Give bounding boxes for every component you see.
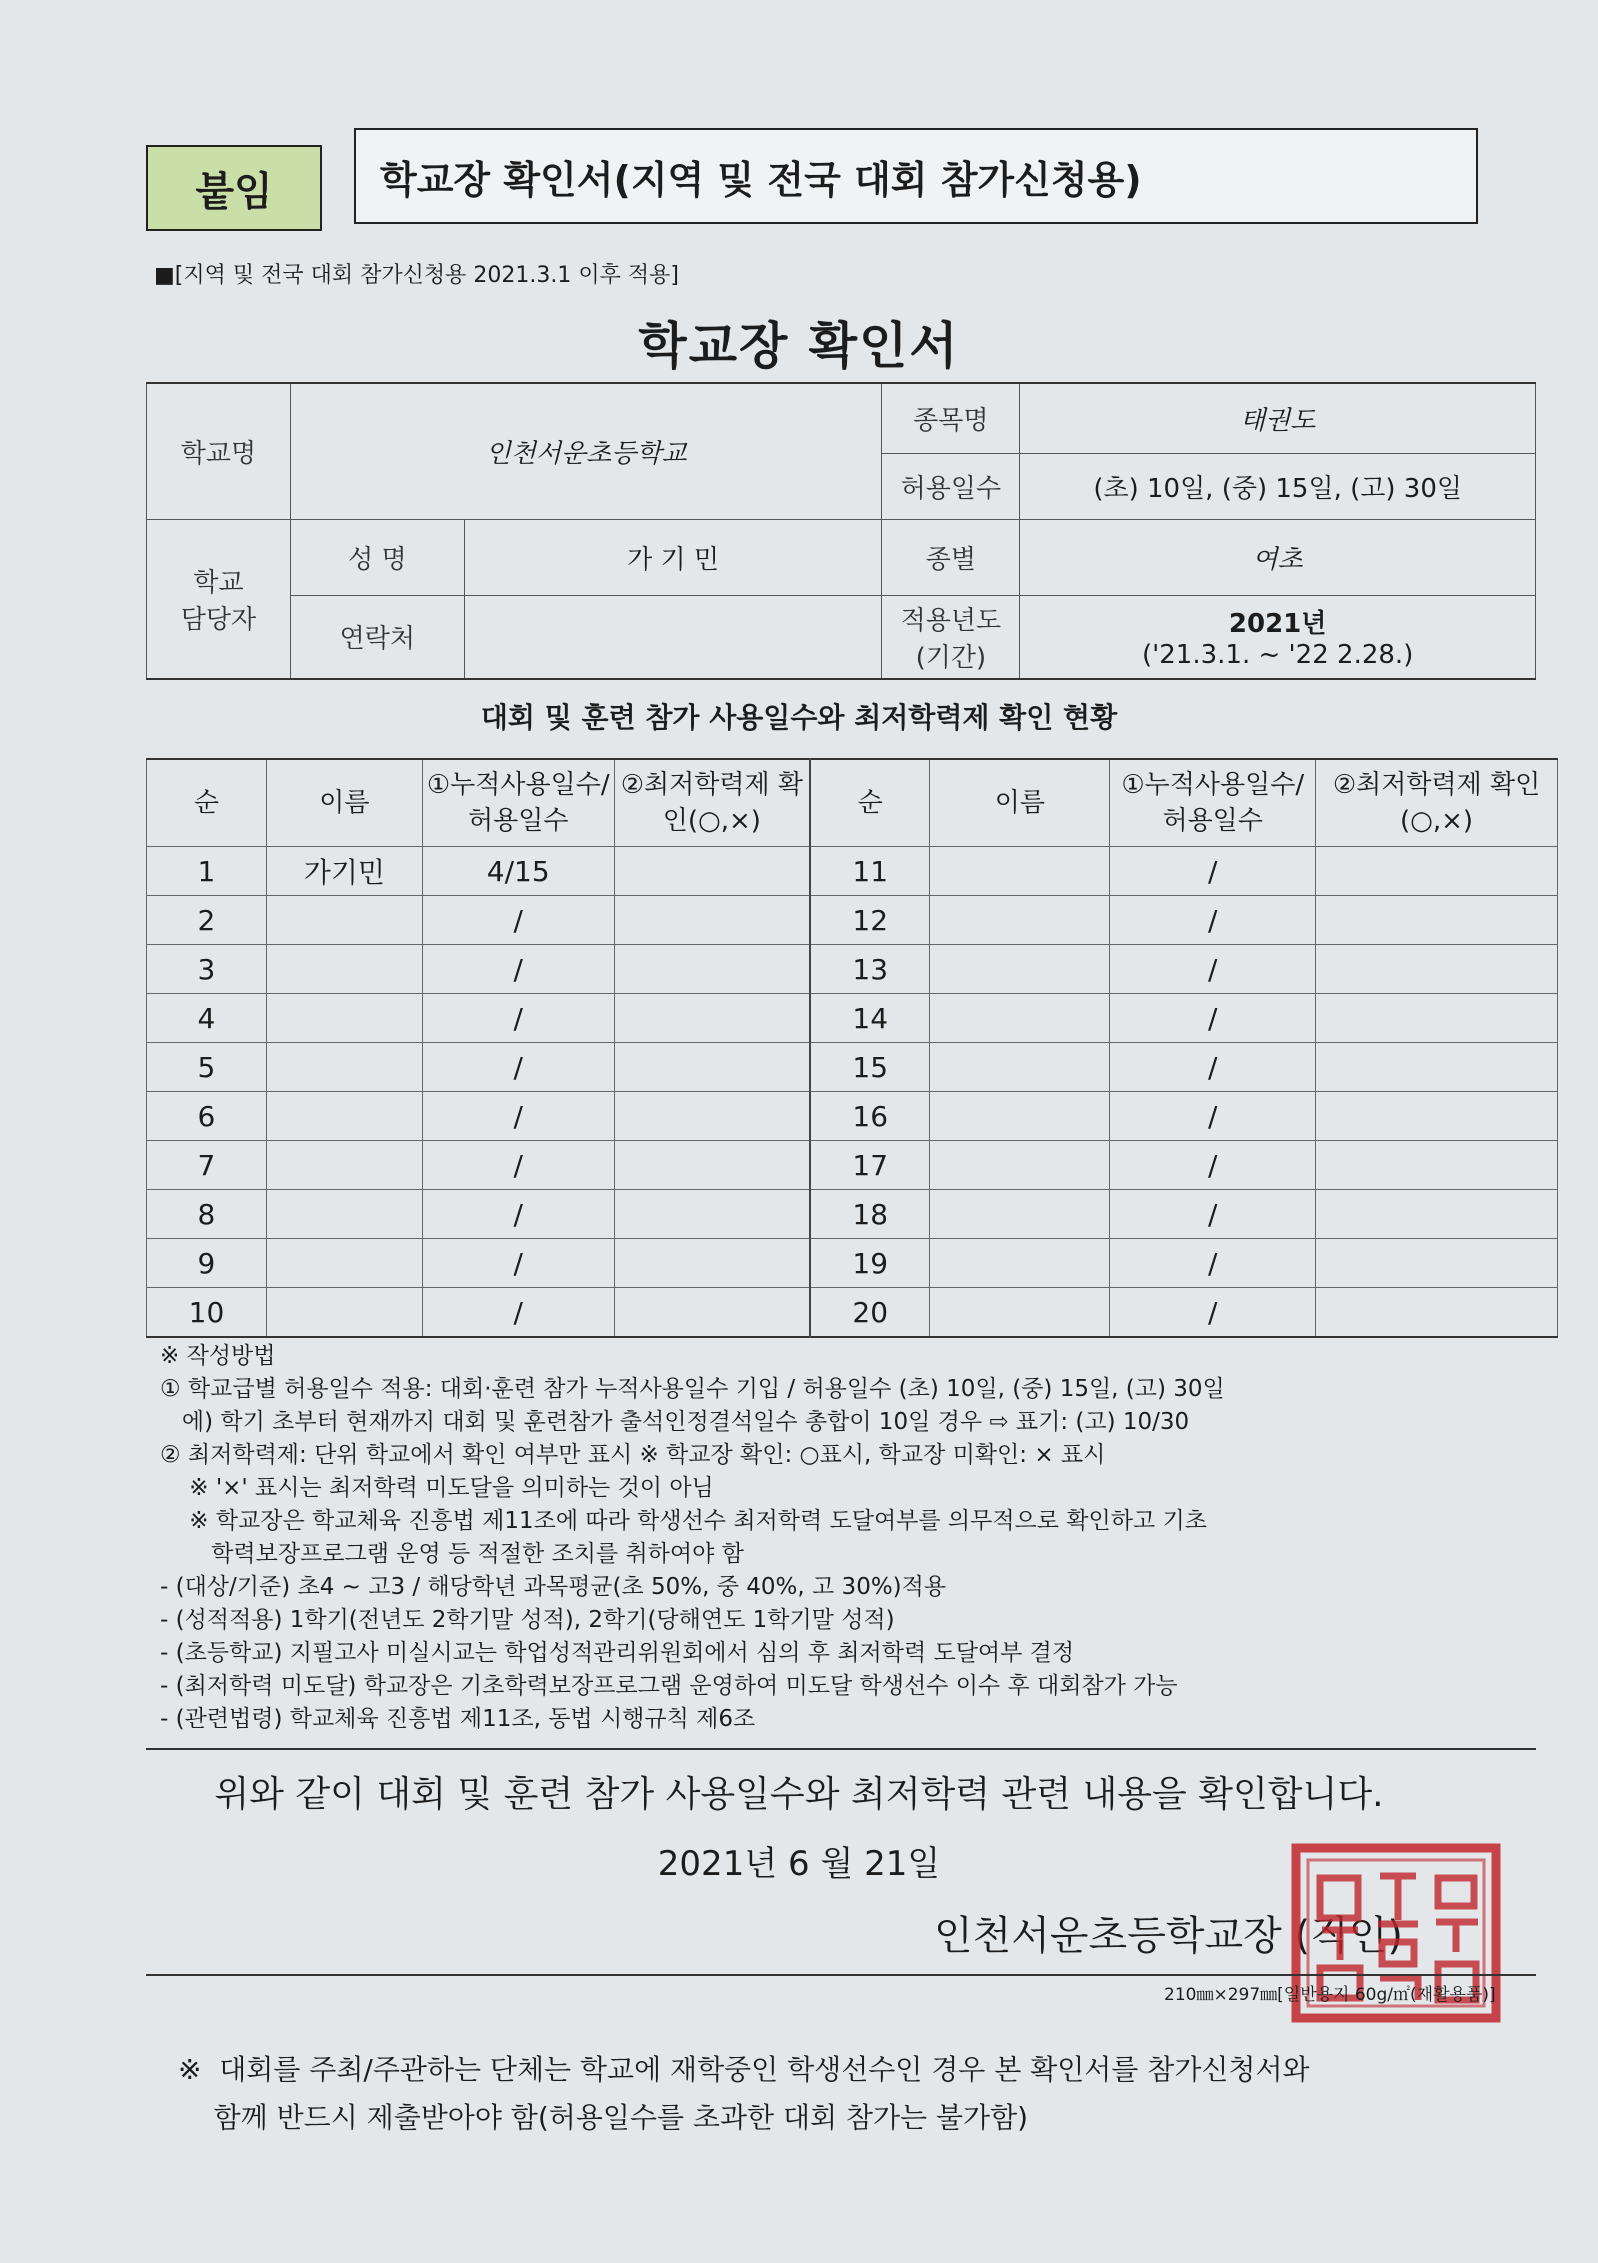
cumulative-days: /	[1110, 847, 1316, 896]
attachment-label: 붙임	[146, 145, 322, 231]
instruction-line: - (관련법령) 학교체육 진흥법 제11조, 동법 시행규칙 제6조	[160, 1706, 756, 1732]
header-check-right: ②최저학력제 확인(○,×)	[1316, 759, 1558, 847]
table-row	[147, 1190, 1558, 1239]
minimum-achievement-check	[614, 945, 810, 994]
instruction-line: ※ 학교장은 학교체육 진흥법 제11조에 따라 학생선수 최저학력 도달여부를 의무적으로 확인하고 기초	[160, 1508, 1207, 1534]
document-title-box	[354, 128, 1478, 224]
row-number: 20	[810, 1288, 930, 1338]
student-name	[266, 1239, 422, 1288]
instruction-line: ① 학교급별 허용일수 적용: 대회·훈련 참가 누적사용일수 기입 / 허용일수 (초) 10일, (중) 15일, (고) 30일	[160, 1376, 1225, 1402]
cumulative-days: /	[422, 994, 614, 1043]
table-row	[147, 1288, 1558, 1338]
student-name	[930, 847, 1110, 896]
student-name	[930, 1141, 1110, 1190]
minimum-achievement-check	[1316, 994, 1558, 1043]
cumulative-days: /	[1110, 1141, 1316, 1190]
minimum-achievement-check	[1316, 1288, 1558, 1338]
status-title: 대회 및 훈련 참가 사용일수와 최저학력제 확인 현황	[480, 701, 1118, 734]
issue-date: 2021년 6 월 21일	[657, 1844, 941, 1884]
table-row	[147, 1043, 1558, 1092]
instruction-line: ※ 작성방법	[160, 1343, 276, 1369]
cumulative-days: /	[1110, 1288, 1316, 1338]
header-days-right: ①누적사용일수/허용일수	[1110, 759, 1316, 847]
instruction-line: - (초등학교) 지필고사 미실시교는 학업성적관리위원회에서 심의 후 최저학력 도달여부 결정	[160, 1640, 1075, 1666]
row-number: 7	[147, 1141, 267, 1190]
minimum-achievement-check	[614, 896, 810, 945]
row-number: 4	[147, 994, 267, 1043]
divider	[146, 1974, 1536, 1976]
student-name	[930, 1239, 1110, 1288]
cumulative-days: /	[422, 945, 614, 994]
instruction-line: ※ '×' 표시는 최저학력 미도달을 의미하는 것이 아님	[160, 1475, 714, 1501]
minimum-achievement-check	[1316, 1239, 1558, 1288]
instruction-line: 학력보장프로그램 운영 등 적절한 조치를 취하여야 함	[160, 1541, 744, 1567]
row-number: 19	[810, 1239, 930, 1288]
minimum-achievement-check	[614, 1092, 810, 1141]
divider	[146, 1748, 1536, 1750]
cumulative-days: /	[1110, 896, 1316, 945]
instruction-line: - (대상/기준) 초4 ~ 고3 / 해당학년 과목평균(초 50%, 중 40%, 고 30%)적용	[160, 1574, 947, 1600]
cumulative-days: /	[1110, 1190, 1316, 1239]
contact-value	[464, 595, 882, 679]
row-number: 11	[810, 847, 930, 896]
allowed-days-value: (초) 10일, (중) 15일, (고) 30일	[1020, 453, 1536, 519]
instruction-line: 에) 학기 초부터 현재까지 대회 및 훈련참가 출석인정결석일수 총합이 10일 경우 ⇨ 표기: (고) 10/30	[160, 1409, 1190, 1435]
instruction-line: ② 최저학력제: 단위 학교에서 확인 여부만 표시 ※ 학교장 확인: ○표시, 학교장 미확인: × 표시	[160, 1442, 1106, 1468]
contact-label: 연락처	[290, 595, 464, 679]
row-number: 5	[147, 1043, 267, 1092]
row-number: 17	[810, 1141, 930, 1190]
submission-note-line: 함께 반드시 제출받아야 함(허용일수를 초과한 대회 참가는 불가함)	[178, 2101, 1029, 2134]
minimum-achievement-check	[1316, 1092, 1558, 1141]
header-days-left: ①누적사용일수/허용일수	[422, 759, 614, 847]
cumulative-days: /	[422, 1190, 614, 1239]
document-title: 학교장 확인서(지역 및 전국 대회 참가신청용)	[380, 157, 1142, 202]
cumulative-days: /	[422, 1239, 614, 1288]
submission-note-line: ※ 대회를 주최/주관하는 단체는 학교에 재학중인 학생선수인 경우 본 확인서를 참가신청서와	[178, 2053, 1310, 2086]
cumulative-days: /	[422, 1288, 614, 1338]
minimum-achievement-check	[614, 1043, 810, 1092]
minimum-achievement-check	[1316, 1043, 1558, 1092]
student-name	[930, 1190, 1110, 1239]
cumulative-days: /	[1110, 1092, 1316, 1141]
student-name	[266, 1190, 422, 1239]
student-name	[930, 1043, 1110, 1092]
page-title: 학교장 확인서	[638, 317, 960, 375]
student-name	[266, 1288, 422, 1338]
year-value: 2021년 ('21.3.1. ~ '22 2.28.)	[1020, 595, 1536, 679]
student-name	[930, 896, 1110, 945]
principal-signature: 인천서운초등학교장 (직인)	[934, 1913, 1403, 1959]
table-row	[147, 994, 1558, 1043]
confirmation-text: 위와 같이 대회 및 훈련 참가 사용일수와 최저학력 관련 내용을 확인합니다.	[214, 1774, 1384, 1815]
student-name	[930, 945, 1110, 994]
name-label: 성 명	[290, 519, 464, 595]
student-name	[266, 945, 422, 994]
row-number: 12	[810, 896, 930, 945]
student-name	[930, 1092, 1110, 1141]
event-value: 태권도	[1020, 383, 1536, 453]
minimum-achievement-check	[614, 1239, 810, 1288]
header-no-right: 순	[810, 759, 930, 847]
table-row	[147, 1092, 1558, 1141]
cumulative-days: /	[422, 1141, 614, 1190]
minimum-achievement-check	[614, 847, 810, 896]
table-row	[147, 945, 1558, 994]
manager-label: 학교 담당자	[147, 519, 291, 679]
cumulative-days: /	[1110, 1239, 1316, 1288]
student-name	[266, 1141, 422, 1190]
cumulative-days: /	[422, 1043, 614, 1092]
row-number: 14	[810, 994, 930, 1043]
header-no-left: 순	[147, 759, 267, 847]
row-number: 18	[810, 1190, 930, 1239]
category-label: 종별	[882, 519, 1020, 595]
header-check-left: ②최저학력제 확인(○,×)	[614, 759, 810, 847]
row-number: 13	[810, 945, 930, 994]
minimum-achievement-check	[614, 1141, 810, 1190]
participation-table	[146, 758, 1558, 1338]
student-name: 가기민	[266, 847, 422, 896]
row-number: 6	[147, 1092, 267, 1141]
school-info-table	[146, 382, 1536, 680]
cumulative-days: /	[422, 1092, 614, 1141]
cumulative-days: /	[1110, 1043, 1316, 1092]
row-number: 1	[147, 847, 267, 896]
school-name-value: 인천서운초등학교	[290, 383, 882, 519]
header-name-right: 이름	[930, 759, 1110, 847]
paper-size-note: 210㎜×297㎜[일반용지 60g/㎡(재활용품)]	[1164, 1985, 1496, 2005]
student-name	[930, 1288, 1110, 1338]
submission-note	[178, 2046, 1518, 2142]
minimum-achievement-check	[1316, 896, 1558, 945]
minimum-achievement-check	[1316, 945, 1558, 994]
minimum-achievement-check	[1316, 847, 1558, 896]
header-name-left: 이름	[266, 759, 422, 847]
student-name	[266, 896, 422, 945]
year-label: 적용년도 (기간)	[882, 595, 1020, 679]
row-number: 10	[147, 1288, 267, 1338]
row-number: 8	[147, 1190, 267, 1239]
allowed-days-label: 허용일수	[882, 453, 1020, 519]
usage-note: ■[지역 및 전국 대회 참가신청용 2021.3.1 이후 적용]	[154, 263, 679, 288]
student-name	[266, 1043, 422, 1092]
minimum-achievement-check	[614, 994, 810, 1043]
table-row	[147, 847, 1558, 896]
row-number: 15	[810, 1043, 930, 1092]
instruction-line: - (최저학력 미도달) 학교장은 기초학력보장프로그램 운영하여 미도달 학생선수 이수 후 대회참가 가능	[160, 1673, 1178, 1699]
category-value: 여초	[1020, 519, 1536, 595]
table-row	[147, 1141, 1558, 1190]
row-number: 16	[810, 1092, 930, 1141]
event-label: 종목명	[882, 383, 1020, 453]
minimum-achievement-check	[614, 1190, 810, 1239]
cumulative-days: /	[1110, 994, 1316, 1043]
cumulative-days: 4/15	[422, 847, 614, 896]
cumulative-days: /	[1110, 945, 1316, 994]
student-name	[266, 1092, 422, 1141]
name-value: 가 기 민	[464, 519, 882, 595]
instructions	[160, 1340, 1560, 1736]
student-name	[930, 994, 1110, 1043]
cumulative-days: /	[422, 896, 614, 945]
school-name-label: 학교명	[147, 383, 291, 519]
student-name	[266, 994, 422, 1043]
table-row	[147, 1239, 1558, 1288]
row-number: 2	[147, 896, 267, 945]
instruction-line: - (성적적용) 1학기(전년도 2학기말 성적), 2학기(당해연도 1학기말 성적)	[160, 1607, 895, 1633]
table-row	[147, 896, 1558, 945]
row-number: 9	[147, 1239, 267, 1288]
row-number: 3	[147, 945, 267, 994]
minimum-achievement-check	[614, 1288, 810, 1338]
minimum-achievement-check	[1316, 1141, 1558, 1190]
minimum-achievement-check	[1316, 1190, 1558, 1239]
